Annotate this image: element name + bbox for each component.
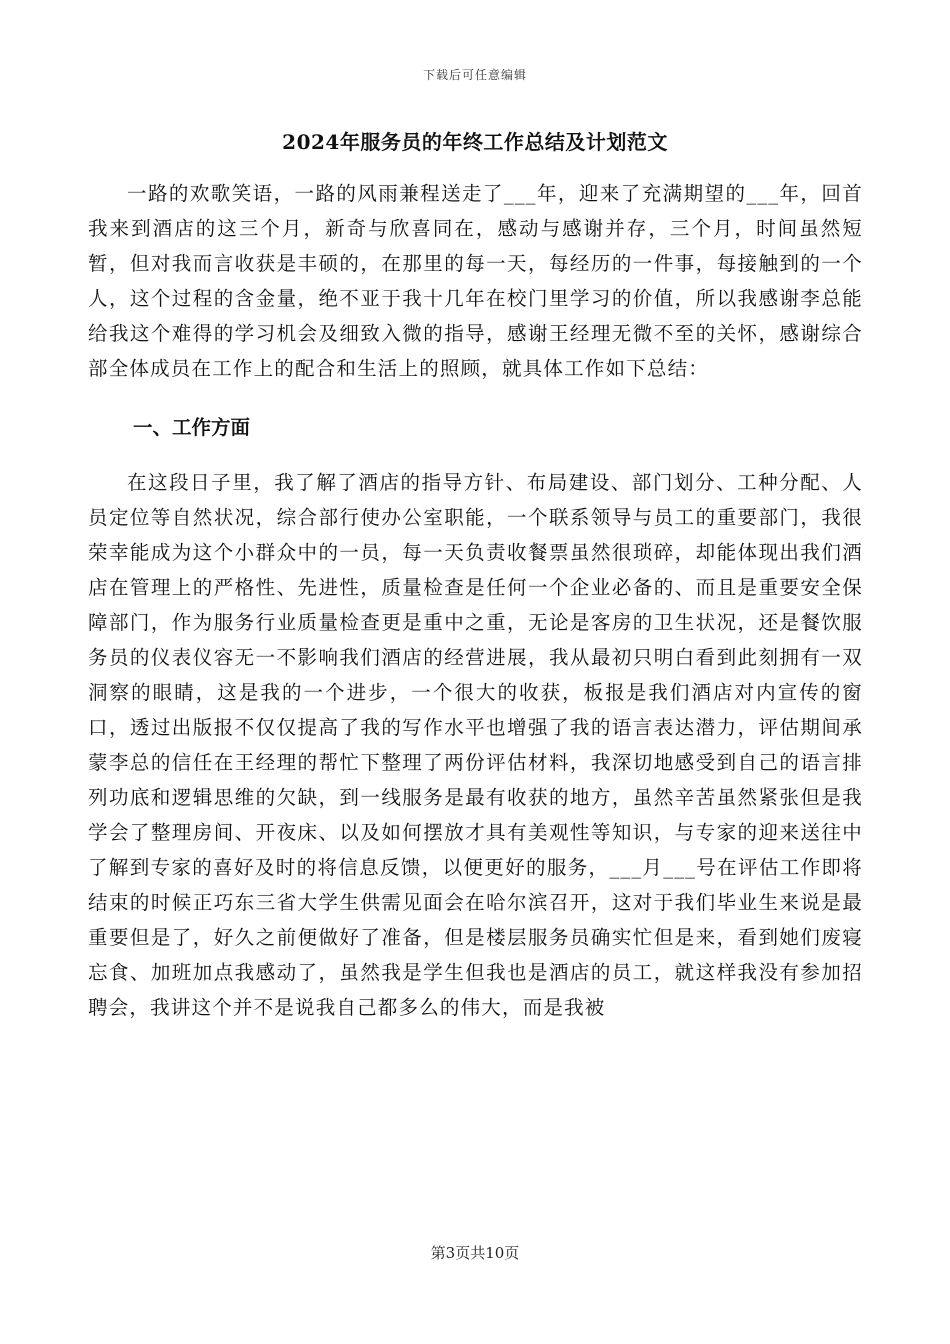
page-indicator: 第3页共10页 — [430, 1244, 520, 1262]
intro-paragraph: 一路的欢歌笑语，一路的风雨兼程送走了___年，迎来了充满期望的___年，回首我来到酒店的这三个月，新奇与欣喜同在，感动与感谢并存，三个月，时间虽然短暂，但对我而言收获是丰硕的，在那里的每一天，每经历的一件事，每接触到的一个人，这个过程的含金量，绝不亚于我十几年在校门里学习的价值，所以我感谢李总能给我这个难得的学习机会及细致入微的指导，感谢王经理无微不至的关怀，感谢综合部全体成员在工作上的配合和生活上的照顾，就具体工作如下总结： — [88, 182, 863, 380]
work-section-paragraph: 在这段日子里，我了解了酒店的指导方针、布局建设、部门划分、工种分配、人员定位等自然状况，综合部行使办公室职能，一个联系领导与员工的重要部门，我很荣幸能成为这个小群众中的一员，每一天负责收餐票虽然很琐碎，却能体现出我们酒店在管理上的严格性、先进性，质量检查是任何一个企业必备的、而且是重要安全保障部门，作为服务行业质量检查更是重中之重，无论是客房的卫生状况，还是餐饮服务员的仪表仪容无一不影响我们酒店的经营进展，我从最初只明白看到此刻拥有一双洞察的眼睛，这是我的一个进步，一个很大的收获，板报是我们酒店对内宣传的窗口，透过出版报不仅仅提高了我的写作水平也增强了我的语言表达潜力，评估期间承蒙李总的信任在王经理的帮忙下整理了两份评估材料，我深切地感受到自己的语言排列功底和逻辑思维的欠缺，到一线服务是最有收获的地方，虽然辛苦虽然紧张但是我学会了整理房间、开夜床、以及如何摆放才具有美观性等知识，与专家的迎来送往中了解到专家的喜好及时的将信息反馈，以便更好的服务，___月___号在评估工作即将结束的时候正巧东三省大学生供需见面会在哈尔滨召开，这对于我们毕业生来说是最重要但是了，好久之前便做好了准备，但是楼层服务员确实忙但是来，看到她们废寝忘食、加班加点我感动了，虽然我是学生但我也是酒店的员工，就这样我没有参加招聘会，我讲这个并不是说我自己都多么的伟大，而是我被 — [88, 471, 863, 1019]
header-note: 下载后可任意编辑 — [422, 68, 527, 82]
section-heading-work: 一、工作方面 — [133, 416, 251, 439]
document-body — [88, 176, 863, 1025]
document-title: 2024年服务员的年终工作总结及计划范文 — [282, 130, 668, 154]
